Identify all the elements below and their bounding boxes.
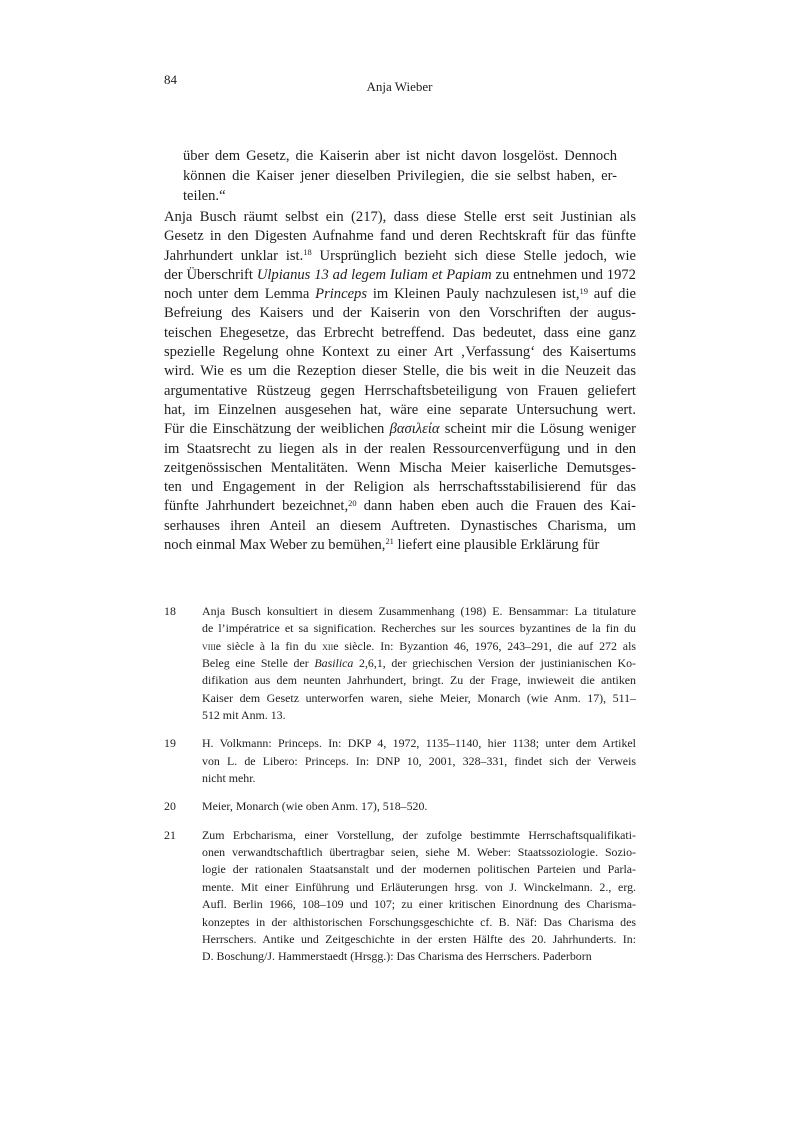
italic-text: Ulpianus 13 ad legem Iuliam et Papiam	[256, 266, 492, 283]
text-span: spezielle Regelung ohne Kontext zu einer Art ‚Verfassung‘ des Kaisertums	[164, 344, 636, 361]
text-span: argumentative Rüstzeug gegen Herrschaftsbeteiligung von Frauen geliefert	[164, 382, 636, 399]
text-line	[183, 146, 617, 166]
text-line	[164, 382, 636, 401]
text-span: Ursprünglich bezieht sich diese Stelle jedoch, wie	[311, 247, 636, 264]
text-span: logie der rationalen Staatsanstalt und der modernen politischen Parteien und Parla-	[202, 862, 636, 877]
text-span: von L. de Libero: Princeps. In: DNP 10, 2001, 328–331, findet sich der Verweis	[202, 753, 636, 768]
text-span: liefert eine plausible Erklärung für	[393, 537, 600, 554]
text-span: D. Boschung/J. Hammerstaedt (Hrsgg.): Das Charisma des Herrschers. Paderborn	[202, 949, 592, 964]
text-span: serhauses ihren Anteil an diesem Auftreten. Dynastisches Charisma, um	[164, 517, 636, 534]
text-span: scheint mir die Lösung weniger	[439, 421, 636, 438]
footnote-number: 18	[164, 604, 176, 618]
footnote-21	[164, 827, 636, 966]
text-line	[164, 517, 636, 536]
text-span: Beleg eine Stelle der	[202, 656, 315, 671]
text-span: 512 mit Anm. 13.	[202, 708, 286, 723]
text-line	[202, 827, 636, 844]
text-span: onen verwandtschaftlich übertragbar seien, siehe M. Weber: Staatssoziologie. Sozio-	[202, 845, 636, 860]
text-line	[202, 672, 636, 689]
footnote-number: 21	[164, 827, 176, 842]
text-span: Herrschers. Antike und Zeitgeschichte in der ersten Hälfte des 20. Jahrhunderts. In:	[202, 931, 636, 946]
text-line	[164, 285, 636, 304]
text-span: Meier, Monarch (wie oben Anm. 17), 518–520.	[202, 799, 428, 814]
text-line	[164, 362, 636, 381]
text-span: im Kleinen Pauly nachzulesen ist,	[367, 286, 580, 303]
text-span: teilen.“	[183, 188, 226, 204]
footnote-ref: 20	[348, 497, 357, 508]
text-span: Jahrhundert unklar ist.	[164, 247, 304, 264]
text-span: Anja Busch konsultiert in diesem Zusammenhang (198) E. Bensammar: La titulature	[202, 604, 636, 618]
footnote-20	[164, 798, 636, 815]
body-paragraph	[164, 208, 636, 555]
text-span: Anja Busch räumt selbst ein (217), dass diese Stelle erst seit Justinian als	[164, 209, 636, 225]
italic-text: βασιλεία	[389, 421, 440, 438]
text-line	[202, 620, 636, 637]
footnote-ref: 18	[303, 246, 312, 257]
text-line	[164, 478, 636, 497]
text-span: hat, im Einzelnen ausgesehen hat, wäre eine separate Untersuchung wert.	[164, 401, 636, 418]
text-line	[202, 844, 636, 861]
text-span: Gesetz in den Digesten Aufnahme fand und deren Rechtskraft für das fünfte	[164, 228, 636, 245]
text-span: teischen Ehegesetze, das Erbrecht betreffend. Das bedeutet, dass eine ganz	[164, 324, 636, 341]
text-span: im Staatsrecht zu liegen als in der realen Ressourcenverfügung und in den	[164, 440, 636, 457]
text-line	[202, 690, 636, 707]
text-span: xii	[322, 638, 334, 653]
footnote-ref: 19	[579, 285, 588, 296]
text-line	[164, 266, 636, 285]
text-line	[164, 227, 636, 246]
text-span: e siècle. In: Byzantion 46, 1976, 243–291, die auf 272 als	[333, 638, 636, 653]
text-line	[164, 497, 636, 516]
text-span: noch einmal Max Weber zu bemühen,	[164, 537, 386, 554]
text-span: dann haben eben auch die Frauen des Kai-	[356, 498, 636, 515]
text-line	[202, 914, 636, 931]
text-span: Kaiser dem Gesetz unterworfen waren, siehe Meier, Monarch (wie Anm. 17), 511–	[202, 690, 636, 705]
footnote-number: 20	[164, 799, 176, 814]
text-line	[202, 879, 636, 896]
text-span: können die Kaiser jener dieselben Privilegien, die sie selbst haben, er-	[183, 168, 617, 184]
page-number: 84	[164, 72, 177, 87]
text-span: de l’impératrice et sa signification. Recherches sur les sources byzantines de la fin du	[202, 621, 636, 636]
footnote-19	[164, 735, 636, 787]
text-line	[164, 208, 636, 227]
text-line	[202, 770, 636, 787]
text-span: H. Volkmann: Princeps. In: DKP 4, 1972, 1135–1140, hier 1138; unter dem Artikel	[202, 736, 636, 751]
text-span: fünfte Jahrhundert bezeichnet,	[164, 498, 349, 515]
text-line	[202, 896, 636, 913]
text-line	[202, 707, 636, 724]
text-span: der Überschrift	[164, 266, 257, 283]
text-span: noch unter dem Lemma	[164, 286, 316, 303]
text-line	[164, 304, 636, 323]
text-line	[202, 753, 636, 770]
text-line	[202, 638, 636, 655]
text-span: e siècle à la fin du	[215, 638, 323, 653]
text-line	[202, 735, 636, 752]
text-line	[164, 324, 636, 343]
text-line	[164, 401, 636, 420]
text-line	[164, 247, 636, 266]
text-line	[202, 655, 636, 672]
text-span: mente. Mit einer Einführung und Erläuterungen hrsg. von J. Winckelmann. 2., erg.	[202, 879, 636, 894]
text-line	[202, 931, 636, 948]
running-head: Anja Wieber	[366, 79, 433, 94]
block-quote	[183, 146, 617, 206]
text-span: zeitgenössischen Mentalitäten. Wenn Mischa Meier kaiserliche Demutsges-	[164, 459, 636, 476]
footnote-18	[164, 603, 636, 724]
text-span: Zum Erbcharisma, einer Vorstellung, der zufolge bestimmte Herrschaftsqualifikati-	[202, 827, 636, 842]
text-line	[164, 420, 636, 439]
text-span: viii	[202, 638, 216, 653]
text-span: zu entnehmen und 1972	[491, 266, 636, 283]
footnote-ref: 21	[385, 536, 394, 547]
text-line	[164, 440, 636, 459]
footnote-number: 19	[164, 736, 176, 751]
text-line	[202, 861, 636, 878]
text-span: 2,6,1, der griechischen Version der justinianischen Ko-	[353, 656, 636, 671]
text-span: konzeptes in der althistorischen Forschungsgeschichte cf. B. Näf: Das Charisma des	[202, 914, 636, 929]
text-span: Befreiung des Kaisers und der Kaiserin von den Vorschriften der augus-	[164, 305, 636, 322]
text-line	[183, 166, 617, 186]
text-line	[202, 603, 636, 620]
text-span: nicht mehr.	[202, 771, 256, 786]
text-span: auf die	[587, 286, 636, 303]
text-line	[202, 798, 636, 815]
text-span: über dem Gesetz, die Kaiserin aber ist nicht davon losgelöst. Dennoch	[183, 148, 617, 164]
text-span: difikation aus dem neunten Jahrhundert, bringt. Zu der Frage, inwieweit die antiken	[202, 673, 636, 688]
text-line	[164, 343, 636, 362]
text-span: Für die Einschätzung der weiblichen	[164, 421, 390, 438]
italic-text: Princeps	[315, 286, 368, 303]
text-span: wird. Wie es um die Rezeption dieser Stelle, die bis weit in die Neuzeit das	[164, 363, 636, 380]
text-span: ten und Engagement in der Religion als herrschaftsstabilisierend für das	[164, 479, 636, 496]
text-line	[202, 948, 636, 965]
text-line	[164, 459, 636, 478]
text-line	[183, 186, 617, 206]
text-line	[164, 536, 636, 555]
italic-text: Basilica	[314, 656, 354, 671]
text-span: Aufl. Berlin 1966, 108–109 und 107; zu einer kritischen Einordnung des Charisma-	[202, 897, 636, 912]
footnotes	[164, 603, 636, 977]
